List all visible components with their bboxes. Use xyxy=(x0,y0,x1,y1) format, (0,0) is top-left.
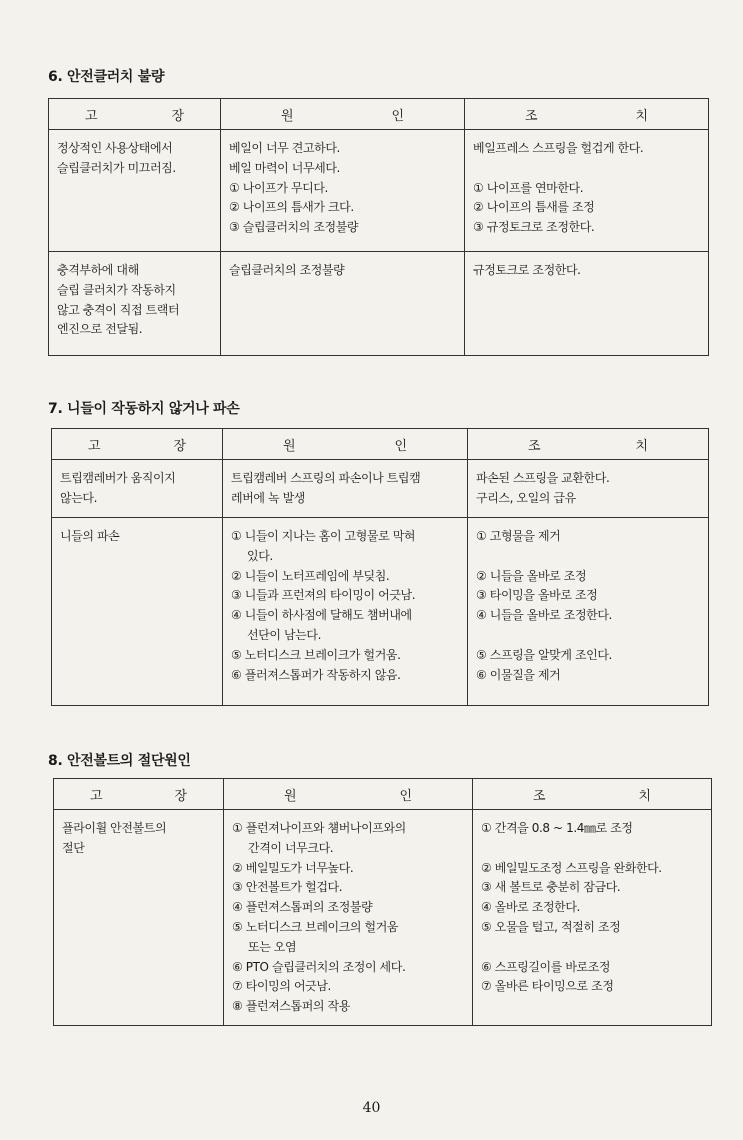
trouble-table-6 xyxy=(48,98,709,356)
header-action: 조 치 xyxy=(465,99,709,130)
fault-cell: 충격부하에 대해 슬립 클러치가 작동하지 않고 충격이 직접 트랙터 엔진으로 전달됨. xyxy=(49,252,221,356)
table-row xyxy=(54,810,712,1026)
action-cell: 규정토크로 조정한다. xyxy=(465,252,709,356)
trouble-table-8 xyxy=(53,778,712,1026)
section-title-7: 7. 니들이 작동하지 않거나 파손 xyxy=(48,401,240,417)
trouble-table-7 xyxy=(51,428,709,706)
fault-cell: 플라이휠 안전볼트의 절단 xyxy=(54,810,224,1026)
page-number: 40 xyxy=(362,1100,381,1116)
fault-cell: 정상적인 사용상태에서 슬립클러치가 미끄러짐. xyxy=(49,130,221,252)
table-header-row xyxy=(49,99,709,130)
section-title-6: 6. 안전클러치 불량 xyxy=(48,69,165,85)
action-cell: 파손된 스프링을 교환한다. 구리스, 오일의 급유 xyxy=(468,460,709,518)
fault-cell: 니들의 파손 xyxy=(52,518,223,706)
table-header-row xyxy=(54,779,712,810)
table-row xyxy=(49,130,709,252)
table-row xyxy=(52,460,709,518)
header-cause: 원 인 xyxy=(221,99,465,130)
section-title-8: 8. 안전볼트의 절단원인 xyxy=(48,753,191,769)
cause-cell: 베일이 너무 견고하다. 베일 마력이 너무세다. ① 나이프가 무디다. ② 나이프의 틈새가 크다. ③ 슬립클러치의 조정불량 xyxy=(221,130,465,252)
fault-cell: 트립캠레버가 움직이지 않는다. xyxy=(52,460,223,518)
cause-cell: ① 플런져나이프와 첌버나이프와의 간격이 너무크다. ② 베일밀도가 너무높다. ③ 안전볼트가 헐겁다. ④ 플런져스톱퍼의 조정불량 ⑤ 노터디스크 브레이크의 헐거움 또는 오염 ⑥ PTO 슬립클러치의 조정이 세다. ⑦ 타이밍의 어긋남. ⑧ 플런져스톱퍼의 작용 xyxy=(224,810,473,1026)
header-fault: 고 장 xyxy=(54,779,224,810)
header-cause: 원 인 xyxy=(224,779,473,810)
table-row xyxy=(49,252,709,356)
table-row xyxy=(52,518,709,706)
cause-cell: ① 니들이 지나는 홈이 고형물로 막혀 있다. ② 니들이 노터프레임에 부딪침. ③ 니들과 프런져의 타이밍이 어긋남. ④ 니들이 하사점에 달해도 챔버내에 선단이 남는다. ⑤ 노터디스크 브레이크가 헐거움. ⑥ 플러져스톱퍼가 작동하지 않음. xyxy=(223,518,468,706)
header-cause: 원 인 xyxy=(223,429,468,460)
header-action: 조 치 xyxy=(473,779,712,810)
action-cell: 베일프레스 스프링을 헐겁게 한다. ① 나이프를 연마한다. ② 나이프의 틈새를 조정 ③ 규정토크로 조정한다. xyxy=(465,130,709,252)
action-cell: ① 고형물을 제거 ② 니들을 올바로 조정 ③ 타이밍을 올바로 조정 ④ 니들을 올바로 조정한다. ⑤ 스프링을 알맞게 조인다. ⑥ 이물질을 제거 xyxy=(468,518,709,706)
cause-cell: 트립캠레버 스프링의 파손이나 트립캠 레버에 녹 발생 xyxy=(223,460,468,518)
header-action: 조 치 xyxy=(468,429,709,460)
header-fault: 고 장 xyxy=(52,429,223,460)
action-cell: ① 간격을 0.8 ~ 1.4㎜로 조정 ② 베일밀도조정 스프링을 완화한다. ③ 새 볼트로 충분히 잠금다. ④ 올바로 조정한다. ⑤ 오물을 털고, 적절히 조정 ⑥ 스프링길이를 바로조정 ⑦ 올바른 타이밍으로 조정 xyxy=(473,810,712,1026)
table-header-row xyxy=(52,429,709,460)
cause-cell: 슬립클러치의 조정불량 xyxy=(221,252,465,356)
header-fault: 고 장 xyxy=(49,99,221,130)
